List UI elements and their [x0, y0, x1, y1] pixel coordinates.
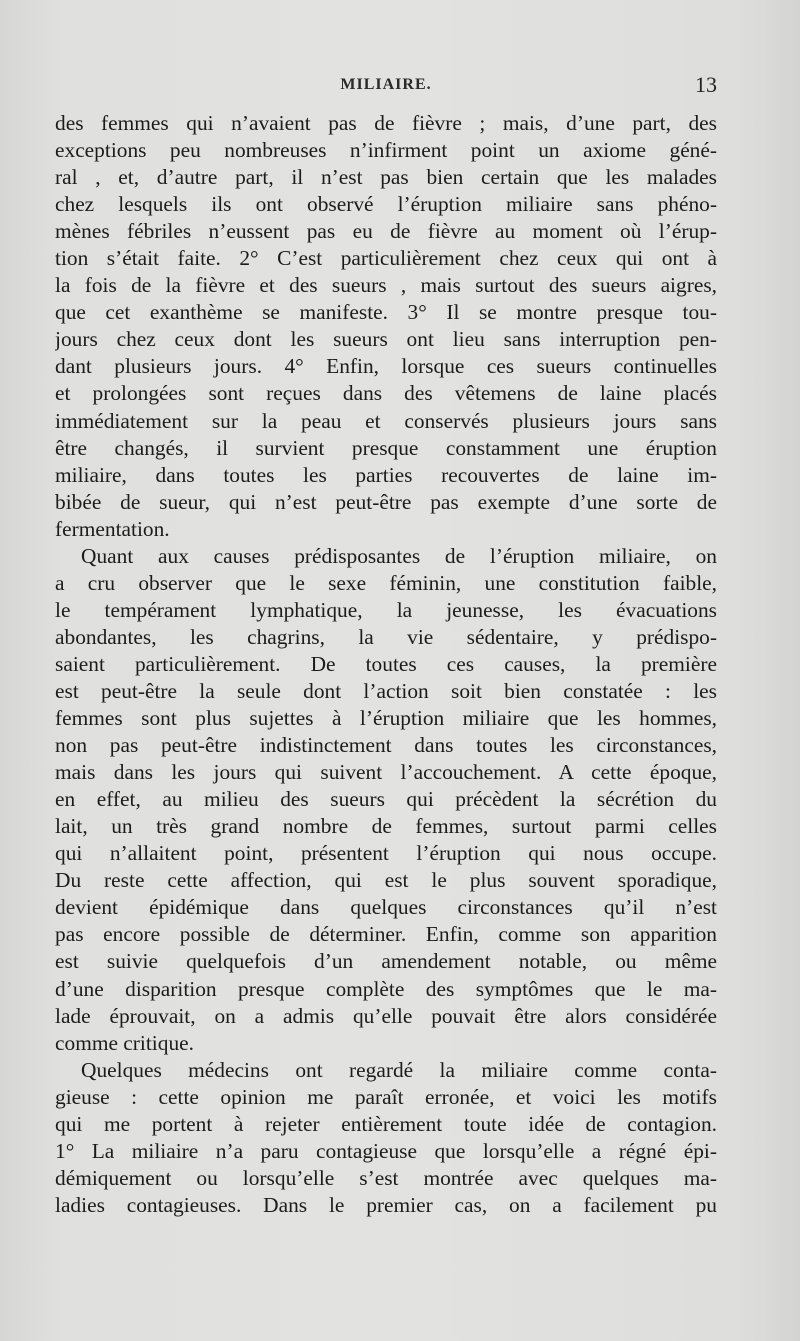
text-line: en effet, au milieu des sueurs qui précèdent la sécrétion du: [55, 787, 717, 812]
paragraph-1: [55, 110, 717, 543]
text-line: le tempérament lymphatique, la jeunesse, les évacuations: [55, 597, 717, 622]
text-line: et prolongées sont reçues dans des vêtemens de laine placés: [55, 381, 717, 406]
text-line: qui n’allaitent point, présentent l’éruption qui nous occupe.: [55, 841, 717, 866]
text-line: fermentation.: [55, 516, 170, 541]
text-line: exceptions peu nombreuses n’infirment point un axiome géné-: [55, 138, 717, 163]
text-line: dant plusieurs jours. 4° Enfin, lorsque ces sueurs continuelles: [55, 354, 717, 379]
running-head: MILIAIRE.: [340, 76, 432, 93]
text-line: être changés, il survient presque constamment une éruption: [55, 435, 717, 460]
text-line: miliaire, dans toutes les parties recouvertes de laine im-: [55, 462, 717, 487]
text-line: saient particulièrement. De toutes ces causes, la première: [55, 651, 717, 676]
paragraph-3: [55, 1057, 717, 1219]
text-line: qui me portent à rejeter entièrement toute idée de contagion.: [55, 1111, 717, 1136]
page-header: [55, 72, 717, 100]
page-number: 13: [695, 72, 717, 97]
text-line: ral , et, d’autre part, il n’est pas bien certain que les malades: [55, 165, 717, 190]
text-line: des femmes qui n’avaient pas de fièvre ; mais, d’une part, des: [55, 111, 717, 135]
text-line: non pas peut-être indistinctement dans toutes les circonstances,: [55, 733, 717, 758]
text-line: lait, un très grand nombre de femmes, surtout parmi celles: [55, 814, 717, 839]
text-line: gieuse : cette opinion me paraît erronée, et voici les motifs: [55, 1084, 717, 1109]
text-line: abondantes, les chagrins, la vie sédentaire, y prédispo-: [55, 624, 717, 649]
text-line: Du reste cette affection, qui est le plus souvent sporadique,: [55, 868, 717, 893]
text-line: tion s’était faite. 2° C’est particulièrement chez ceux qui ont à: [55, 246, 717, 271]
text-line: mènes fébriles n’eussent pas eu de fièvre au moment où l’érup-: [55, 219, 717, 244]
text-line: que cet exanthème se manifeste. 3° Il se montre presque tou-: [55, 300, 717, 325]
text-line: 1° La miliaire n’a paru contagieuse que lorsqu’elle a régné épi-: [55, 1138, 717, 1163]
text-line: démiquement ou lorsqu’elle s’est montrée avec quelques ma-: [55, 1165, 717, 1190]
text-line: lade éprouvait, on a admis qu’elle pouvait être alors considérée: [55, 1003, 717, 1028]
text-line: comme critique.: [55, 1030, 194, 1055]
text-line: bibée de sueur, qui n’est peut-être pas exempte d’une sorte de: [55, 489, 717, 514]
text-line: ladies contagieuses. Dans le premier cas, on a facilement pu: [55, 1192, 717, 1217]
text-line: chez lesquels ils ont observé l’éruption miliaire sans phéno-: [55, 192, 717, 217]
text-line: est peut-être la seule dont l’action soit bien constatée : les: [55, 678, 717, 703]
text-line: est suivie quelquefois d’un amendement notable, ou même: [55, 949, 717, 974]
text-line: jours chez ceux dont les sueurs ont lieu sans interruption pen-: [55, 327, 717, 352]
text-line: Quant aux causes prédisposantes de l’éruption miliaire, on: [81, 543, 717, 568]
text-line: immédiatement sur la peau et conservés plusieurs jours sans: [55, 408, 717, 433]
text-line: mais dans les jours qui suivent l’accouchement. A cette époque,: [55, 760, 717, 785]
text-line: d’une disparition presque complète des symptômes que le ma-: [55, 976, 717, 1001]
body-text: [55, 110, 717, 1219]
text-line: devient épidémique dans quelques circonstances qu’il n’est: [55, 895, 717, 920]
paragraph-2: [55, 543, 717, 1057]
text-line: Quelques médecins ont regardé la miliaire comme conta-: [81, 1057, 717, 1082]
text-line: femmes sont plus sujettes à l’éruption miliaire que les hommes,: [55, 706, 717, 731]
text-line: pas encore possible de déterminer. Enfin, comme son apparition: [55, 922, 717, 947]
text-line: a cru observer que le sexe féminin, une constitution faible,: [55, 570, 717, 595]
text-line: la fois de la fièvre et des sueurs , mais surtout des sueurs aigres,: [55, 273, 717, 298]
